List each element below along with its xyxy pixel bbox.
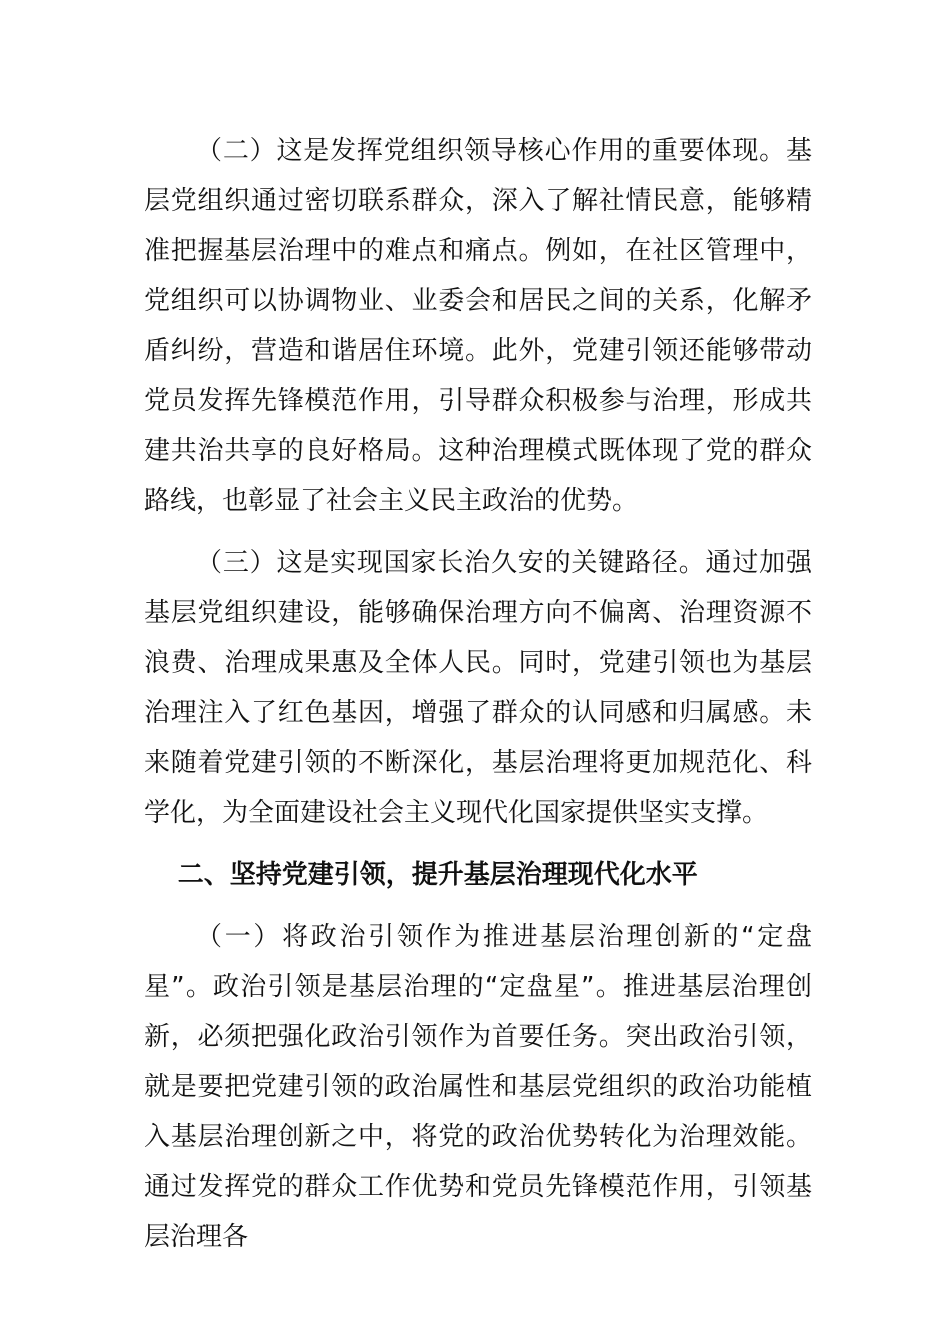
paragraph-party-leadership-core: （二）这是发挥党组织领导核心作用的重要体现。基层党组织通过密切联系群众，深入了解社情民意，能够精准把握基层治理中的难点和痛点。例如，在社区管理中，党组织可以协调物业、业委会和居民之间的关系，化解矛盾纠纷，营造和谐居住环境。此外，党建引领还能够带动党员发挥先锋模范作用，引导群众积极参与治理，形成共建共治共享的良好格局。这种治理模式既体现了党的群众路线，也彰显了社会主义民主政治的优势。 <box>144 136 812 516</box>
document-body <box>144 126 812 1274</box>
paragraph-long-term-stability: （三）这是实现国家长治久安的关键路径。通过加强基层党组织建设，能够确保治理方向不偏离、治理资源不浪费、治理成果惠及全体人民。同时，党建引领也为基层治理注入了红色基因，增强了群众的认同感和归属感。未来随着党建引领的不断深化，基层治理将更加规范化、科学化，为全面建设社会主义现代化国家提供坚实支撑。 <box>144 548 812 828</box>
section-heading: 二、坚持党建引领，提升基层治理现代化水平 <box>177 860 698 890</box>
paragraph-political-guidance: （一）将政治引领作为推进基层治理创新的“定盘星”。政治引领是基层治理的“定盘星”。推进基层治理创新，必须把强化政治引领作为首要任务。突出政治引领，就是要把党建引领的政治属性和基层党组织的政治功能植入基层治理创新之中，将党的政治优势转化为治理效能。通过发挥党的群众工作优势和党员先锋模范作用，引领基层治理各 <box>144 922 812 1252</box>
